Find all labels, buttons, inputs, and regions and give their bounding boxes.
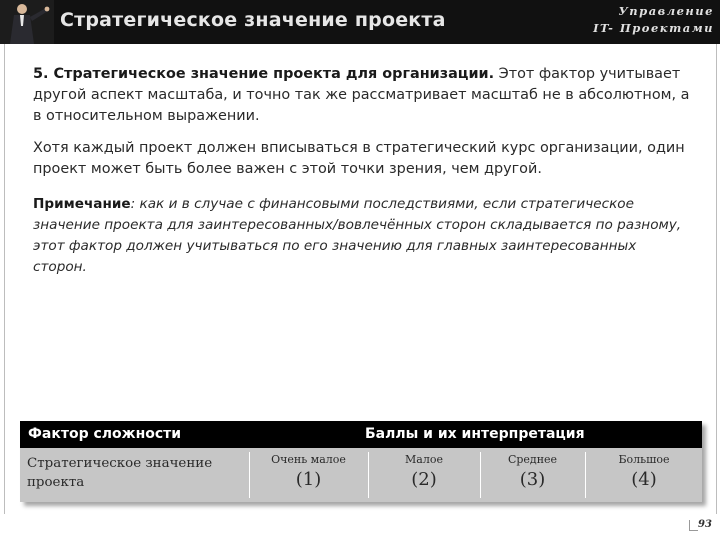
paragraph-strategy-fit: Хотя каждый проект должен вписываться в стратегический курс организации, один проект может быть более важен с этой точки зрения, чем другой. <box>33 140 685 177</box>
score-cell <box>368 452 479 498</box>
slide-frame-right <box>716 44 717 514</box>
brand-line-1: Управление <box>618 4 714 18</box>
note-label: Примечание <box>33 196 131 212</box>
slide-header <box>0 0 720 44</box>
score-value: (4) <box>631 469 657 490</box>
column-header-scores: Баллы и их интерпретация <box>365 426 585 442</box>
brand-logo <box>593 3 714 37</box>
score-label: Большое <box>618 453 670 466</box>
score-cell <box>480 452 584 498</box>
score-label: Малое <box>405 453 443 466</box>
slide-frame-left <box>4 44 5 514</box>
page-corner-decoration <box>689 520 698 531</box>
page-title: Стратегическое значение проекта <box>60 9 446 31</box>
score-value: (1) <box>295 469 322 490</box>
complexity-table <box>20 421 702 502</box>
factor-name-cell: Стратегическое значение проекта <box>27 456 213 490</box>
score-cell <box>249 452 367 498</box>
column-header-factor: Фактор сложности <box>28 426 182 442</box>
paragraph-text: Этот фактор учитывает другой аспект масштаба, и точно так же рассматривает масштаб не в абсолютном, а в относительном выражении. <box>33 66 690 124</box>
score-value: (3) <box>519 469 546 490</box>
paragraph-heading: 5. Стратегическое значение проекта для организации. <box>33 66 495 82</box>
presenter-photo <box>0 0 54 44</box>
table-header-row <box>20 421 702 448</box>
brand-line-2: IT- Проектами <box>593 21 714 35</box>
paragraph-strategic-value <box>33 64 693 127</box>
score-label: Среднее <box>507 453 558 466</box>
page-number: 93 <box>698 519 712 530</box>
note-paragraph <box>33 194 693 278</box>
slide-body <box>33 64 693 278</box>
score-value: (2) <box>411 469 437 490</box>
note-text: : как и в случае с финансовыми последствиями, если стратегическое значение проекта для заинтересованных/вовлечённых сторон складывается по разному, этот фактор должен учитываться по его значению для главных заинтересованных сторон. <box>33 196 682 275</box>
score-label: Очень малое <box>271 453 346 466</box>
score-cell <box>585 452 702 498</box>
